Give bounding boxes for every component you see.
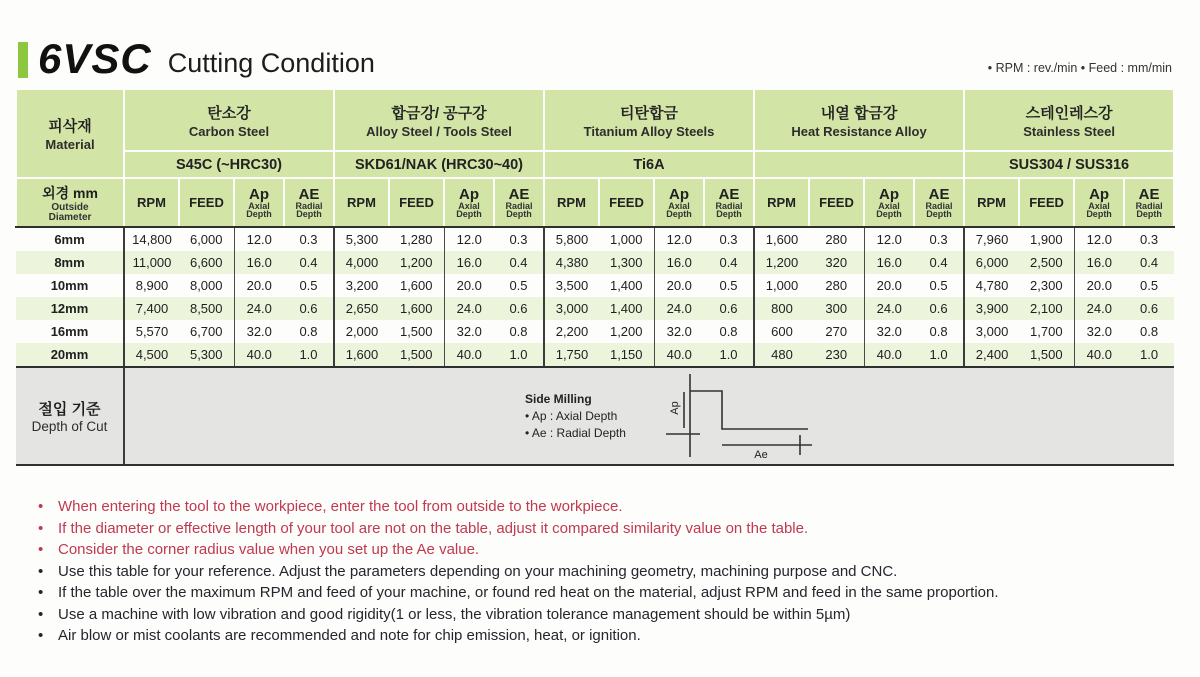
- product-logo: 6VSC: [38, 35, 152, 82]
- value-cell: 12.0: [234, 227, 284, 251]
- title-bar: [18, 35, 1172, 82]
- value-cell: 8,500: [179, 297, 234, 320]
- value-cell: 1,600: [334, 343, 389, 367]
- diameter-cell: 12mm: [16, 297, 124, 320]
- note-text: Air blow or mist coolants are recommended and note for chip emission, heat, or ignition.: [58, 627, 641, 644]
- value-cell: 0.6: [494, 297, 544, 320]
- value-cell: 32.0: [234, 320, 284, 343]
- value-cell: 40.0: [1074, 343, 1124, 367]
- note-text: When entering the tool to the workpiece, enter the tool from outside to the workpiece.: [58, 498, 623, 515]
- units-legend: • RPM : rev./min • Feed : mm/min: [987, 61, 1172, 75]
- table-row: [16, 297, 1174, 320]
- ae-column-header: AE Radial Depth: [704, 178, 754, 227]
- value-cell: 480: [754, 343, 809, 367]
- value-cell: 0.5: [509, 278, 528, 293]
- rpm-column-header: RPM: [754, 178, 809, 227]
- value-cell: 16.0: [234, 251, 284, 274]
- ae-column-header: AE Radial Depth: [494, 178, 544, 227]
- value-cell: 0.5: [929, 278, 948, 293]
- material-label-ko: 피삭재: [48, 118, 92, 135]
- note-text: Use this table for your reference. Adjust the parameters depending on your machining geometry, machining purpose and CNC.: [58, 562, 898, 580]
- value-cell: 4,780: [964, 274, 1019, 297]
- diameter-cell: 16mm: [16, 320, 124, 343]
- material-header-cell: [16, 89, 124, 178]
- diameter-cell: 8mm: [16, 251, 124, 274]
- value-cell: 1,500: [1019, 343, 1074, 367]
- note-text: Consider the corner radius value when you set up the Ae value.: [58, 541, 480, 558]
- value-cell: 20.0: [1074, 274, 1124, 297]
- note-item: [38, 539, 1200, 561]
- value-cell: 2,300: [1030, 278, 1063, 293]
- value-cell: 2,100: [1019, 297, 1074, 320]
- value-cell: 20.0: [864, 274, 914, 297]
- value-cell: 300: [809, 297, 864, 320]
- grade-header-row: [16, 151, 1174, 178]
- value-cell: 8,900: [124, 274, 179, 297]
- bullet-icon: •: [38, 519, 44, 537]
- value-cell: 1,000: [754, 274, 809, 297]
- value-cell: 0.3: [1140, 232, 1159, 247]
- ap-column-header: Ap Axial Depth: [1074, 178, 1124, 227]
- note-text: If the diameter or effective length of your tool are not on the table, adjust it compared similarity value on the table.: [58, 519, 809, 537]
- value-cell: 3,200: [334, 274, 389, 297]
- value-cell: 0.4: [1124, 251, 1174, 274]
- feed-column-header: FEED: [179, 178, 234, 227]
- value-cell: 12.0: [864, 227, 914, 251]
- side-milling-legend: [525, 391, 626, 442]
- bullet-icon: •: [38, 562, 44, 580]
- bullet-icon: •: [38, 541, 44, 558]
- value-cell: 40.0: [654, 343, 704, 367]
- value-cell: 32.0: [1074, 320, 1124, 343]
- value-cell: 0.8: [719, 324, 738, 339]
- ap-column-header: Ap Axial Depth: [654, 178, 704, 227]
- note-item: [38, 604, 1200, 626]
- value-cell: 1.0: [494, 343, 544, 367]
- value-cell: 5,570: [124, 320, 179, 343]
- value-cell: 40.0: [864, 343, 914, 367]
- value-cell: 16.0: [444, 251, 494, 274]
- value-cell: 1,150: [599, 343, 654, 367]
- value-cell: 2,400: [964, 343, 1019, 367]
- table-row: [16, 343, 1174, 367]
- value-cell: 1,280: [399, 232, 433, 247]
- value-cell: 2,650: [334, 297, 389, 320]
- value-cell: 0.6: [1124, 297, 1174, 320]
- value-cell: 6,700: [189, 324, 223, 339]
- grade-heat-resistance-alloy: [754, 151, 964, 178]
- outside-diameter-header-cell: 외경 mm Outside Diameter: [16, 178, 124, 227]
- bullet-icon: •: [38, 584, 44, 601]
- value-cell: 11,000: [124, 251, 179, 274]
- ae-column-header: AE Radial Depth: [1124, 178, 1174, 227]
- page-title: Cutting Condition: [167, 48, 375, 78]
- grade-alloy-steel: SKD61/NAK (HRC30~40): [334, 151, 544, 178]
- value-cell: 1,200: [389, 251, 444, 274]
- ae-diagram-label: Ae: [754, 449, 768, 461]
- value-cell: 0.3: [719, 232, 738, 247]
- value-cell: 1,500: [389, 343, 444, 367]
- value-cell: 1,400: [609, 278, 643, 293]
- value-cell: 270: [825, 324, 848, 339]
- value-cell: 12.0: [1074, 227, 1124, 251]
- note-item: [38, 518, 1200, 540]
- value-cell: 32.0: [864, 320, 914, 343]
- ap-definition: • Ap : Axial Depth: [525, 408, 618, 423]
- note-item: [38, 561, 1200, 583]
- value-cell: 40.0: [234, 343, 284, 367]
- value-cell: 5,800: [544, 227, 599, 251]
- value-cell: 6,000: [964, 251, 1019, 274]
- value-cell: 320: [809, 251, 864, 274]
- value-cell: 1,200: [754, 251, 809, 274]
- group-header-carbon-steel: 탄소강 Carbon Steel: [124, 89, 334, 151]
- value-cell: 0.3: [299, 232, 318, 247]
- value-cell: 1.0: [704, 343, 754, 367]
- value-cell: 0.6: [914, 297, 964, 320]
- value-cell: 0.6: [704, 297, 754, 320]
- value-cell: 0.3: [509, 232, 528, 247]
- value-cell: 800: [754, 297, 809, 320]
- rpm-column-header: RPM: [964, 178, 1019, 227]
- material-label-en: Material: [45, 137, 95, 152]
- value-cell: 0.5: [1140, 278, 1159, 293]
- value-cell: 1,900: [1030, 232, 1063, 247]
- value-cell: 1,400: [599, 297, 654, 320]
- feed-column-header: FEED: [809, 178, 864, 227]
- value-cell: 1.0: [284, 343, 334, 367]
- table-row: [16, 274, 1174, 297]
- value-cell: 600: [754, 320, 809, 343]
- parameter-header-row: [16, 178, 1174, 227]
- grade-titanium-alloy: Ti6A: [544, 151, 754, 178]
- depth-of-cut-row: [16, 367, 1174, 465]
- bullet-icon: •: [38, 627, 44, 644]
- value-cell: 3,500: [544, 274, 599, 297]
- value-cell: 280: [825, 278, 848, 293]
- value-cell: 20.0: [654, 274, 704, 297]
- value-cell: 7,960: [964, 227, 1019, 251]
- diameter-cell: 6mm: [16, 227, 124, 251]
- value-cell: 12.0: [444, 227, 494, 251]
- value-cell: 6,600: [179, 251, 234, 274]
- value-cell: 1,750: [544, 343, 599, 367]
- value-cell: 0.4: [494, 251, 544, 274]
- rpm-column-header: RPM: [124, 178, 179, 227]
- table-row: [16, 227, 1174, 251]
- table-row: [16, 251, 1174, 274]
- value-cell: 5,300: [179, 343, 234, 367]
- table-row: [16, 320, 1174, 343]
- ap-diagram-label: Ap: [668, 401, 681, 415]
- feed-column-header: FEED: [1019, 178, 1074, 227]
- value-cell: 1,600: [389, 297, 444, 320]
- note-item: [38, 582, 1200, 604]
- value-cell: 3,000: [964, 320, 1019, 343]
- value-cell: 16.0: [1074, 251, 1124, 274]
- value-cell: 1.0: [1124, 343, 1174, 367]
- value-cell: 1,500: [399, 324, 433, 339]
- ae-column-header: AE Radial Depth: [284, 178, 334, 227]
- group-header-alloy-steel: 합금강/ 공구강 Alloy Steel / Tools Steel: [334, 89, 544, 151]
- value-cell: 280: [825, 232, 848, 247]
- value-cell: 0.8: [1140, 324, 1159, 339]
- value-cell: 5,300: [334, 227, 389, 251]
- value-cell: 0.6: [284, 297, 334, 320]
- value-cell: 4,000: [334, 251, 389, 274]
- ap-column-header: Ap Axial Depth: [234, 178, 284, 227]
- value-cell: 24.0: [234, 297, 284, 320]
- value-cell: 1,600: [399, 278, 433, 293]
- value-cell: 0.4: [704, 251, 754, 274]
- value-cell: 1,200: [609, 324, 643, 339]
- value-cell: 2,200: [544, 320, 599, 343]
- value-cell: 0.5: [299, 278, 318, 293]
- ap-column-header: Ap Axial Depth: [444, 178, 494, 227]
- value-cell: 16.0: [654, 251, 704, 274]
- value-cell: 12.0: [654, 227, 704, 251]
- material-header-row: [16, 89, 1174, 151]
- value-cell: 2,000: [334, 320, 389, 343]
- value-cell: 20.0: [234, 274, 284, 297]
- cutting-condition-table: [15, 88, 1175, 466]
- value-cell: 1,600: [754, 227, 809, 251]
- side-milling-diagram: [640, 371, 825, 461]
- value-cell: 0.8: [929, 324, 948, 339]
- value-cell: 3,900: [964, 297, 1019, 320]
- depth-of-cut-diagram-cell: [124, 367, 1174, 465]
- group-header-heat-resistance-alloy: 내열 합금강 Heat Resistance Alloy: [754, 89, 964, 151]
- grade-stainless-steel: SUS304 / SUS316: [964, 151, 1174, 178]
- value-cell: 1,300: [599, 251, 654, 274]
- group-header-stainless-steel: 스테인레스강 Stainless Steel: [964, 89, 1174, 151]
- bullet-icon: •: [38, 498, 44, 515]
- value-cell: 20.0: [444, 274, 494, 297]
- value-cell: 32.0: [654, 320, 704, 343]
- value-cell: 0.4: [284, 251, 334, 274]
- value-cell: 24.0: [1074, 297, 1124, 320]
- value-cell: 24.0: [654, 297, 704, 320]
- feed-column-header: FEED: [599, 178, 654, 227]
- diameter-cell: 10mm: [16, 274, 124, 297]
- ae-definition: • Ae : Radial Depth: [525, 425, 626, 440]
- depth-of-cut-label-cell: 절입 기준 Depth of Cut: [16, 367, 124, 465]
- value-cell: 32.0: [444, 320, 494, 343]
- ae-column-header: AE Radial Depth: [914, 178, 964, 227]
- ap-column-header: Ap Axial Depth: [864, 178, 914, 227]
- value-cell: 1.0: [914, 343, 964, 367]
- value-cell: 24.0: [864, 297, 914, 320]
- value-cell: 4,500: [124, 343, 179, 367]
- note-text: Use a machine with low vibration and good rigidity(1 or less, the vibration tolerance management should be within 5µm): [58, 605, 851, 623]
- rpm-column-header: RPM: [334, 178, 389, 227]
- notes-list: [0, 496, 1200, 647]
- value-cell: 7,400: [124, 297, 179, 320]
- side-milling-title: Side Milling: [525, 391, 592, 406]
- note-item: [38, 625, 1200, 647]
- group-header-titanium-alloy: 티탄합금 Titanium Alloy Steels: [544, 89, 754, 151]
- note-text: If the table over the maximum RPM and feed of your machine, or found red heat on the material, adjust RPM and feed in the same proportion.: [58, 584, 999, 601]
- value-cell: 0.8: [509, 324, 528, 339]
- value-cell: 6,000: [189, 232, 223, 247]
- value-cell: 4,380: [544, 251, 599, 274]
- diameter-cell: 20mm: [16, 343, 124, 367]
- value-cell: 16.0: [864, 251, 914, 274]
- value-cell: 0.4: [914, 251, 964, 274]
- value-cell: 3,000: [544, 297, 599, 320]
- value-cell: 1,700: [1030, 324, 1063, 339]
- feed-column-header: FEED: [389, 178, 444, 227]
- value-cell: 2,500: [1019, 251, 1074, 274]
- grade-carbon-steel: S45C (~HRC30): [124, 151, 334, 178]
- value-cell: 24.0: [444, 297, 494, 320]
- value-cell: 8,000: [189, 278, 223, 293]
- value-cell: 0.3: [929, 232, 948, 247]
- note-item: [38, 496, 1200, 518]
- value-cell: 230: [809, 343, 864, 367]
- value-cell: 40.0: [444, 343, 494, 367]
- accent-bar: [18, 42, 28, 78]
- value-cell: 0.8: [299, 324, 318, 339]
- value-cell: 14,800: [124, 227, 179, 251]
- rpm-column-header: RPM: [544, 178, 599, 227]
- value-cell: 1,000: [609, 232, 643, 247]
- value-cell: 0.5: [719, 278, 738, 293]
- bullet-icon: •: [38, 605, 44, 623]
